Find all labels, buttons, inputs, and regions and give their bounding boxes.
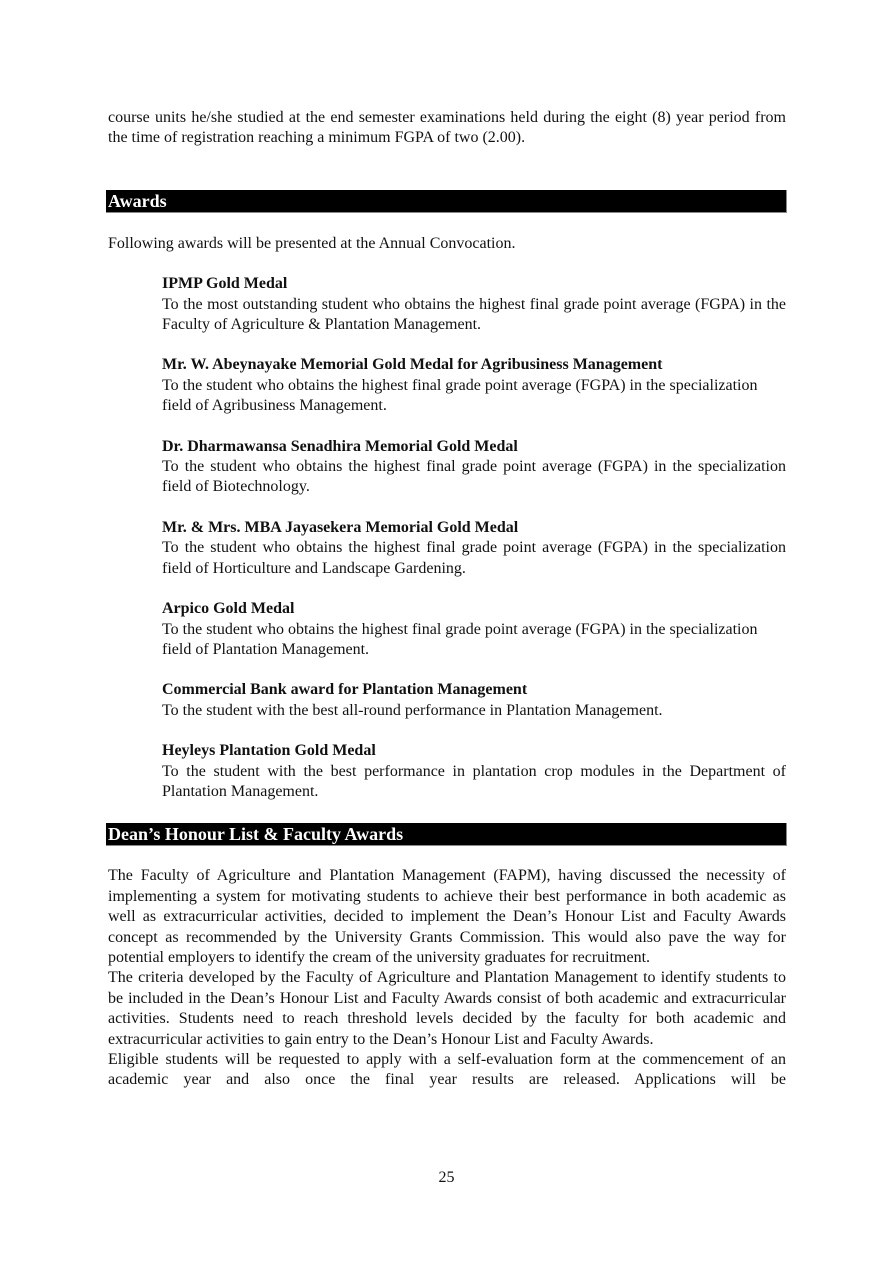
award-description: To the most outstanding student who obtains the highest final grade point average (FGPA) in the Faculty of Agriculture & Plantation Management. — [162, 295, 786, 334]
award-title: Mr. & Mrs. MBA Jayasekera Memorial Gold Medal — [162, 518, 519, 536]
award-description: To the student with the best performance in plantation crop modules in the Department of Plantation Management. — [162, 762, 786, 800]
award-item — [162, 437, 786, 498]
deans-paragraph: Eligible students will be requested to apply with a self-evaluation form at the commencement of an academic year and also once the final year results are released. Applications will be — [108, 1051, 786, 1089]
deans-paragraph: The Faculty of Agriculture and Plantation Management (FAPM), having discussed the necessity of implementing a system for motivating students to achieve their best performance in both academic as well as extracurricular activities, decided to implement the Dean’s Honour List and Faculty Awards concept as recommended by the University Grants Commission. This would also pave the way for potential employers to identify the cream of the university graduates for recruitment. — [108, 867, 786, 966]
award-description: To the student who obtains the highest final grade point average (FGPA) in the specialization field of Agribusiness Management. — [162, 376, 758, 415]
awards-list — [162, 274, 786, 802]
award-title: Arpico Gold Medal — [162, 600, 295, 618]
section-heading-awards: Awards — [106, 190, 787, 213]
award-title: Dr. Dharmawansa Senadhira Memorial Gold Medal — [162, 437, 518, 455]
award-description: To the student with the best all-round performance in Plantation Management. — [162, 701, 663, 719]
award-title: Mr. W. Abeynayake Memorial Gold Medal for Agribusiness Management — [162, 356, 663, 374]
award-title: Commercial Bank award for Plantation Management — [162, 681, 528, 699]
award-title: IPMP Gold Medal — [162, 275, 288, 293]
award-item — [162, 518, 786, 579]
award-item — [162, 599, 786, 660]
deans-paragraph: The criteria developed by the Faculty of Agriculture and Plantation Management to identify students to be included in the Dean’s Honour List and Faculty Awards consist of both academic and extracurricular activities. Students need to reach threshold levels decided by the faculty for both academic and extracurricular activities to gain entry to the Dean’s Honour List and Faculty Awards. — [108, 969, 786, 1048]
award-item — [162, 355, 786, 416]
document-page — [108, 108, 786, 1091]
deans-section-body — [108, 866, 786, 1090]
award-title: Heyleys Plantation Gold Medal — [162, 742, 376, 760]
section-heading-deans-honour-list: Dean’s Honour List & Faculty Awards — [106, 823, 787, 846]
awards-intro-text: Following awards will be presented at the Annual Convocation. — [108, 234, 516, 252]
page-number: 25 — [438, 1169, 455, 1186]
intro-paragraph: course units he/she studied at the end semester examinations held during the eight (8) year period from the time of registration reaching a minimum FGPA of two (2.00). — [108, 109, 786, 147]
award-description: To the student who obtains the highest final grade point average (FGPA) in the specialization field of Biotechnology. — [162, 458, 786, 496]
award-description: To the student who obtains the highest final grade point average (FGPA) in the specialization field of Plantation Management. — [162, 620, 758, 658]
award-item — [162, 680, 786, 721]
award-item — [162, 274, 786, 335]
award-item — [162, 741, 786, 802]
award-description: To the student who obtains the highest final grade point average (FGPA) in the specialization field of Horticulture and Landscape Gardening. — [162, 539, 786, 577]
